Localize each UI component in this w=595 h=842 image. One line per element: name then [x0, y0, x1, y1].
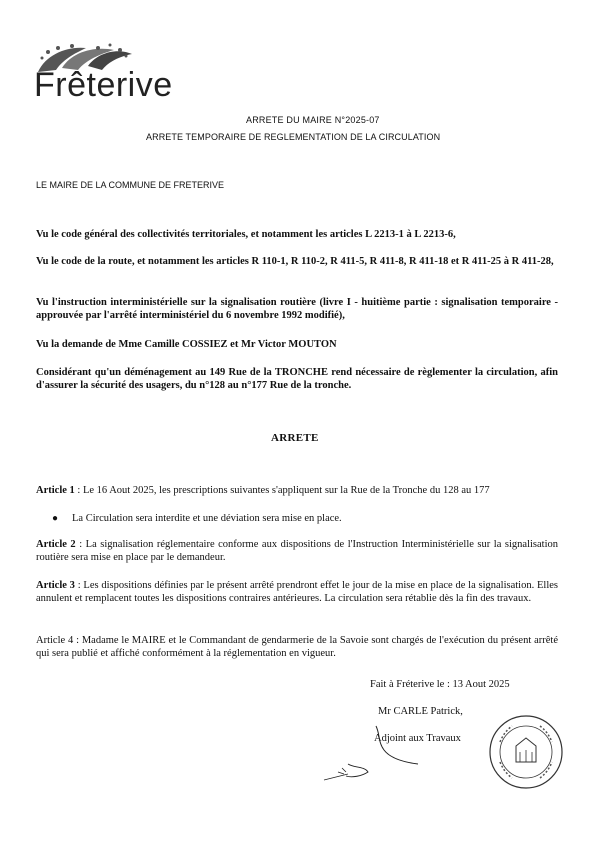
article-1 — [36, 484, 558, 497]
article-1-label: Article 1 — [36, 485, 75, 496]
article-3-text: : Les dispositions définies par le présent arrêté prendront effet le jour de la mise en place de la signalisation. Elles annulent et remplacent toutes les dispositions contraires antérieures. La circulation sera rétablie dès la fin des travaux. — [36, 580, 558, 604]
article-2 — [36, 538, 558, 564]
article-1-text: : Le 16 Aout 2025, les prescriptions suivantes s'appliquent sur la Rue de la Tronche du 128 au 177 — [74, 485, 490, 496]
commune-logo — [28, 42, 178, 104]
article-3-label: Article 3 — [36, 580, 75, 591]
vu-code-route: Vu le code de la route, et notamment les articles R 110-1, R 110-2, R 411-5, R 411-8, R 411-18 et R 411-25 à R 411-28, — [36, 256, 554, 267]
article-3 — [36, 579, 558, 605]
article-4: Article 4 : Madame le MAIRE et le Commandant de gendarmerie de la Savoie sont chargés de l'exécution du présent arrêté qui sera publié et affiché conformément à la réglementation en vigueur. — [36, 635, 558, 659]
signer-role: Adjoint aux Travaux — [374, 733, 461, 744]
considerant: Considérant qu'un déménagement au 149 Rue de la TRONCHE rend nécessaire de règlementer la circulation, afin d'assurer la sécurité des usagers, du n°128 au n°177 Rue de la tronche. — [36, 367, 558, 391]
arrete-number: ARRETE DU MAIRE N°2025-07 — [246, 115, 380, 125]
vu-demande: Vu la demande de Mme Camille COSSIEZ et Mr Victor MOUTON — [36, 339, 337, 350]
stamp-seal-icon — [486, 712, 566, 792]
article-2-text: : La signalisation réglementaire conforme aux dispositions de l'Instruction Interministérielle sur la signalisation routière sera mise en place par le demandeur. — [36, 539, 558, 563]
maire-line: LE MAIRE DE LA COMMUNE DE FRETERIVE — [36, 180, 225, 190]
article-2-label: Article 2 — [36, 539, 76, 550]
mairie-stamp — [486, 712, 566, 792]
arrete-heading: ARRETE — [271, 432, 319, 444]
arrete-title: ARRETE TEMPORAIRE DE REGLEMENTATION DE LA CIRCULATION — [146, 132, 441, 142]
signer-name: Mr CARLE Patrick, — [378, 706, 463, 717]
vu-cgct: Vu le code général des collectivités territoriales, et notamment les articles L 2213-1 à L 2213-6, — [36, 229, 456, 240]
fait-a: Fait à Fréterive le : 13 Aout 2025 — [370, 679, 510, 690]
article-1-bullet: La Circulation sera interdite et une déviation sera mise en place. — [72, 513, 342, 524]
vu-instruction: Vu l'instruction interministérielle sur la signalisation routière (livre I - huitième partie : signalisation temporaire - approuvée par l'arrêté interministériel du 6 novembre 1992 modifié), — [36, 297, 558, 321]
bullet-icon: ● — [52, 513, 59, 524]
logo-wordmark: Frêterive — [34, 66, 173, 104]
handwritten-signature — [318, 720, 498, 790]
